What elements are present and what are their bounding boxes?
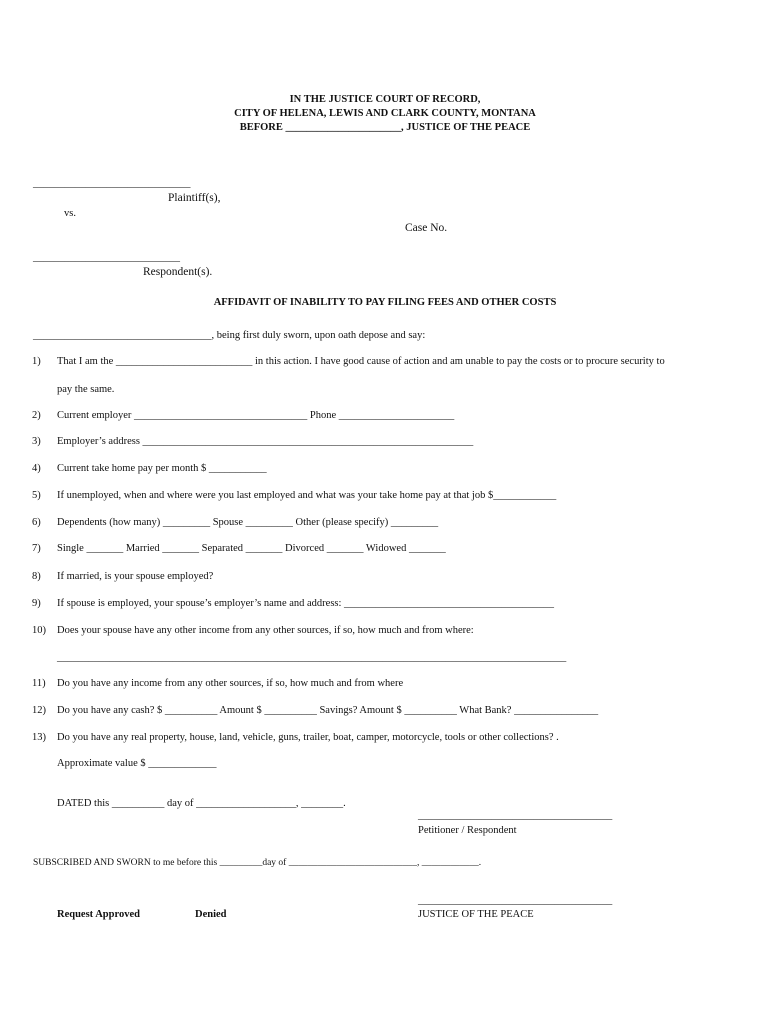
item-number: 11)	[32, 678, 46, 689]
subscribed-sworn-line[interactable]: SUBSCRIBED AND SWORN to me before this _________day of ___________________________, ____________.	[33, 858, 482, 868]
item-party-role[interactable]: That I am the __________________________ in this action. I have good cause of action and am unable to pay the costs or to procure security to	[57, 356, 665, 367]
item-last-employment[interactable]: If unemployed, when and where were you last employed and what was your take home pay at that job $____________	[57, 490, 557, 501]
denied-label: Denied	[195, 909, 227, 920]
court-header-line2: CITY OF HELENA, LEWIS AND CLARK COUNTY, MONTANA	[234, 108, 536, 119]
dated-line[interactable]: DATED this __________ day of ___________________, ________.	[57, 798, 346, 809]
petitioner-label: Petitioner / Respondent	[418, 825, 517, 836]
respondent-name-line[interactable]: ____________________________	[33, 252, 180, 263]
approximate-value-field[interactable]: Approximate value $ _____________	[57, 758, 217, 769]
court-header-line1: IN THE JUSTICE COURT OF RECORD,	[289, 94, 481, 105]
versus-label: vs.	[64, 208, 76, 219]
item-number: 1)	[32, 356, 41, 367]
item-other-income: Do you have any income from any other sources, if so, how much and from where	[57, 678, 404, 689]
plaintiff-name-line[interactable]: ______________________________	[33, 178, 191, 189]
item-spouse-employed: If married, is your spouse employed?	[57, 571, 214, 582]
respondent-label: Respondent(s).	[143, 266, 213, 278]
item-number: 7)	[32, 543, 41, 554]
item-number: 2)	[32, 410, 41, 421]
affiant-intro[interactable]: __________________________________, being first duly sworn, upon oath depose and say:	[33, 330, 426, 341]
petitioner-signature-line[interactable]: _____________________________________	[418, 810, 613, 821]
affidavit-title: AFFIDAVIT OF INABILITY TO PAY FILING FEES AND OTHER COSTS	[213, 297, 557, 308]
case-number-label: Case No.	[405, 222, 448, 234]
request-approved-label: Request Approved	[57, 909, 140, 920]
item-continuation: pay the same.	[57, 384, 115, 395]
item-number: 10)	[32, 625, 46, 636]
justice-of-the-peace-label: JUSTICE OF THE PEACE	[418, 909, 534, 920]
item-number: 12)	[32, 705, 46, 716]
court-header-line3: BEFORE ______________________, JUSTICE OF THE PEACE	[239, 122, 531, 133]
item-number: 9)	[32, 598, 41, 609]
item-property: Do you have any real property, house, land, vehicle, guns, trailer, boat, camper, motorcycle, tools or other collections? .	[57, 732, 559, 743]
item-take-home-pay[interactable]: Current take home pay per month $ ___________	[57, 463, 267, 474]
item-number: 3)	[32, 436, 41, 447]
item-employer-address[interactable]: Employer’s address _______________________________________________________________	[57, 436, 474, 447]
item-number: 8)	[32, 571, 41, 582]
item-cash-savings[interactable]: Do you have any cash? $ __________ Amount $ __________ Savings? Amount $ __________ What Bank? ________________	[57, 705, 599, 716]
item-number: 13)	[32, 732, 46, 743]
justice-signature-line[interactable]: _____________________________________	[418, 895, 613, 906]
item-employer[interactable]: Current employer _________________________________ Phone ______________________	[57, 410, 455, 421]
plaintiff-label: Plaintiff(s),	[168, 192, 221, 204]
item-spouse-employer[interactable]: If spouse is employed, your spouse’s employer’s name and address: ________________________________________	[57, 598, 555, 609]
item-marital-status[interactable]: Single _______ Married _______ Separated _______ Divorced _______ Widowed _______	[57, 543, 446, 554]
item-dependents[interactable]: Dependents (how many) _________ Spouse _________ Other (please specify) _________	[57, 517, 439, 528]
item-number: 5)	[32, 490, 41, 501]
item-spouse-income: Does your spouse have any other income from any other sources, if so, how much and from where:	[57, 625, 474, 636]
spouse-income-answer-line[interactable]: _________________________________________________________________________________________________	[57, 652, 567, 663]
item-number: 6)	[32, 517, 41, 528]
item-number: 4)	[32, 463, 41, 474]
